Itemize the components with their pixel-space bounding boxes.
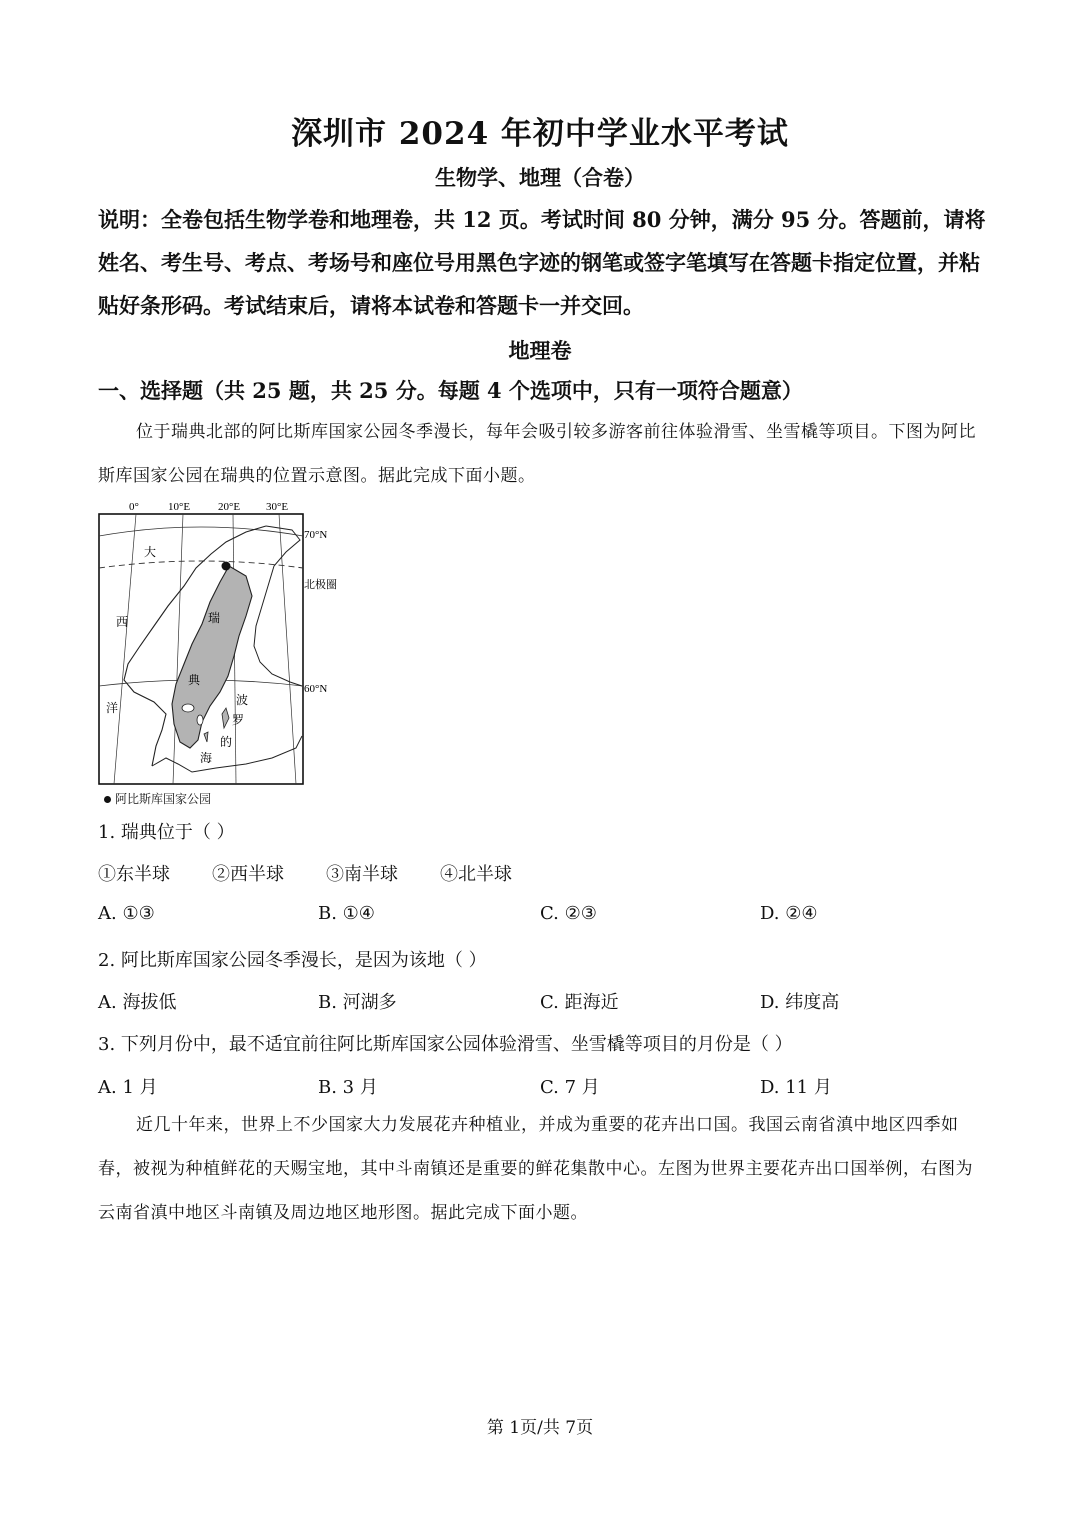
lat-label-60n: 60°N: [304, 683, 328, 695]
section-title: 地理卷: [508, 338, 572, 363]
passage-1: 位于瑞典北部的阿比斯库国家公园冬季漫长，每年会吸引较多游客前往体验滑雪、坐雪橇等项目。下图为阿比斯库国家公园在瑞典的位置示意图。据此完成下面小题。: [98, 422, 976, 486]
q1-item-3: ③南半球: [326, 864, 398, 885]
question-3-stem: 3. 下列月份中，最不适宜前往阿比斯库国家公园体验滑雪、坐雪橇等项目的月份是（ ）: [98, 1034, 793, 1055]
q3-option-c: C. 7 月: [540, 1077, 600, 1098]
label-yang: 洋: [106, 701, 119, 715]
exam-subtitle: 生物学、地理（合卷）: [435, 165, 645, 190]
lat-label-70n: 70°N: [304, 529, 328, 541]
lon-label-20e: 20°E: [218, 501, 241, 513]
label-luo: 罗: [232, 713, 245, 727]
arctic-circle-label: 北极圈: [304, 578, 337, 591]
lake-vanern: [182, 704, 194, 712]
page-number: 第 1页/共 7页: [486, 1418, 594, 1438]
q1-item-4: ④北半球: [440, 864, 512, 885]
exam-title: 深圳市 2024 年初中学业水平考试: [291, 116, 789, 152]
passage-2: 近几十年来，世界上不少国家大力发展花卉种植业，并成为重要的花卉出口国。我国云南省滇中地区四季如春，被视为种植鲜花的天赐宝地，其中斗南镇还是重要的鲜花集散中心。左图为世界主要花卉出口国举例，右图为云南省滇中地区斗南镇及周边地区地形图。据此完成下面小题。: [98, 1115, 973, 1223]
legend-label: 阿比斯库国家公园: [115, 792, 212, 806]
question-1-stem: 1. 瑞典位于（ ）: [98, 822, 235, 843]
q1-option-b: B. ①④: [318, 903, 375, 924]
q2-option-b: B. 河湖多: [318, 992, 397, 1013]
abisko-park-marker: [222, 562, 231, 571]
q2-option-d: D. 纬度高: [760, 992, 840, 1013]
section-heading: 一、选择题（共 25 题，共 25 分。每题 4 个选项中，只有一项符合题意）: [98, 378, 803, 403]
lon-label-0: 0°: [129, 501, 139, 513]
q1-option-a: A. ①③: [98, 903, 155, 924]
q3-option-b: B. 3 月: [318, 1077, 378, 1098]
legend-dot-icon: [104, 796, 111, 803]
sweden-location-map: [96, 496, 337, 788]
question-2-stem: 2. 阿比斯库国家公园冬季漫长，是因为该地（ ）: [98, 950, 487, 971]
q2-option-a: A. 海拔低: [98, 992, 177, 1013]
q1-option-c: C. ②③: [540, 903, 597, 924]
q1-option-d: D. ②④: [760, 903, 818, 924]
label-bo: 波: [236, 693, 249, 707]
q2-option-c: C. 距海近: [540, 992, 619, 1013]
q3-option-d: D. 11 月: [760, 1077, 832, 1098]
label-de: 的: [220, 735, 233, 749]
q3-option-a: A. 1 月: [98, 1077, 158, 1098]
label-rui: 瑞: [208, 611, 221, 625]
map-legend: [104, 790, 211, 807]
label-dian: 典: [188, 673, 201, 687]
lake-vattern: [197, 715, 203, 725]
label-da: 大: [144, 545, 157, 559]
q1-item-1: ①东半球: [98, 864, 170, 885]
label-xi: 西: [116, 615, 129, 629]
q1-item-2: ②西半球: [212, 864, 284, 885]
lon-label-10e: 10°E: [168, 501, 191, 513]
lon-label-30e: 30°E: [266, 501, 289, 513]
label-hai: 海: [200, 751, 213, 765]
exam-instructions: 说明：全卷包括生物学卷和地理卷，共 12 页。考试时间 80 分钟，满分 95 分。答题前，请将姓名、考生号、考点、考场号和座位号用黑色字迹的钢笔或签字笔填写在答题卡指定位置，并粘贴好条形码。考试结束后，请将本试卷和答题卡一并交回。: [98, 207, 986, 318]
